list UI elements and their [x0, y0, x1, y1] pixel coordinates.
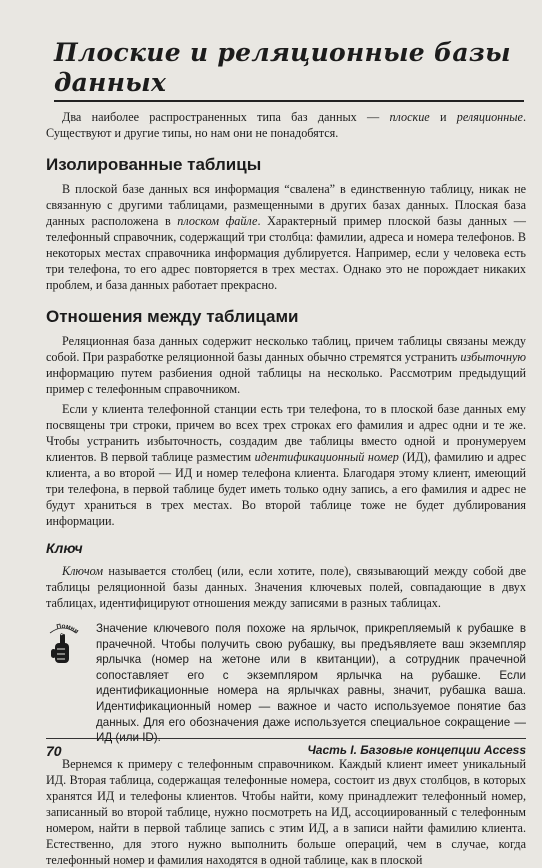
- part-label: Часть I. Базовые концепции Access: [307, 743, 526, 757]
- key-paragraph-1: [46, 563, 526, 611]
- paragraph-text: (ИД), фамилию и адрес клиента, а во второй — ИД и номер телефона клиента. Благодаря этому клиент, имеющий три телефона, в первой таблице будет иметь только одну запись, а его фамилия и адрес не будут храниться в трех местах. Во второй таблице тоже не будет дублирования информации.: [46, 450, 526, 528]
- paragraph-text: Если у клиента телефонной станции есть три телефона, то в плоской базе данных ему посвящены три строки, причем во всех трех строках его фамилия и адрес одни и те же. Чтобы устранить избыточность, создадим две таблицы вместо одной и пронумеруем клиентов. В первой таблице разместим: [46, 402, 526, 464]
- paragraph-text: называется столбец (или, если хотите, поле), связывающий между собой две таблицы реляционной базы данных. Значения ключевых полей, совпадающие в двух таблицах, идентифицируют отношения между записями в разных таблицах.: [46, 564, 526, 610]
- paragraph-text: В плоской базе данных вся информация “свалена” в единственную таблицу, никак не связанную с другими таблицами, размещенными в других базах данных. Плоская база данных расположена в: [46, 182, 526, 228]
- section-heading-key: Ключ: [46, 540, 83, 556]
- section-heading-isolated-tables: Изолированные таблицы: [46, 155, 262, 174]
- intro-text: Два наиболее распространенных типа баз данных —: [62, 110, 390, 124]
- page-footer: [46, 738, 526, 759]
- intro-text: и: [429, 110, 457, 124]
- intro-term-relational: реляционные: [456, 110, 523, 124]
- remember-finger-icon-graphic: [46, 621, 80, 671]
- intro-term-flat: плоские: [389, 110, 430, 124]
- page-number: 70: [46, 743, 62, 759]
- paragraph-text: информацию путем разбиения одной таблицы на несколько. Рассмотрим предыдущий пример с телефонным справочником.: [46, 366, 526, 396]
- intro-text: . Существуют и другие типы, но нам они не понадобятся.: [46, 110, 526, 140]
- remember-note-text: Значение ключевого поля похоже на ярлычок, прикрепляемый к рубашке в прачечной. Чтобы получить свою рубашку, вы предъявляете ваш экземпляр ярлычка (номер на жетоне или в квитанции), а сотрудник прачечной сопоставляет его с экземпляром ярлычка на рубашке. Если идентификационные номера на ярлычках равны, значит, рубашка ваша. Идентификационный номер — важное и часто используемое понятие баз данных. Для его обозначения даже используется специальное сокращение — ИД (или ID).: [96, 622, 526, 745]
- term-key: Ключом: [62, 564, 104, 578]
- key-paragraph-2: Вернемся к примеру с телефонным справочником. Каждый клиент имеет уникальный ИД. Вторая таблица, содержащая телефонные номера, состоит из двух столбцов, в которых хранятся ИД и телефоны клиентов. Чтобы найти, кому принадлежит телефонный номер, записанный во второй таблице, нужно посмотреть на ИД, ассоциированный с телефонным номером, найти в первой таблице запись с этим ИД, а в записи найти фамилию клиента. Естественно, для этого нужно выполнить больше операций, чем в случае, когда телефонный номер и фамилия находятся в одной таблице, как в плоской: [46, 756, 526, 867]
- term-id-number: идентификационный номер: [254, 450, 399, 464]
- term-redundant: избыточную: [460, 350, 526, 364]
- term-flat-file: плоском файле: [177, 214, 258, 228]
- isolated-tables-paragraph: [46, 181, 526, 293]
- paragraph-text: Реляционная база данных содержит несколько таблиц, причем таблицы связаны между собой. При разработке реляционной базы данных обычно стремятся устранить: [46, 334, 526, 364]
- intro-paragraph: [46, 109, 526, 141]
- paragraph-text: . Характерный пример плоской базы данных — телефонный справочник, содержащий три столбца: фамилии, адреса и номера телефонов. В некоторых местах справочника информация дублируется. Например, если у человека есть три телефона, то его адрес повторяется в трех местах. Однако это не порождает никаких проблем, и база данных работает прекрасно.: [46, 214, 526, 292]
- relations-paragraph-1: [46, 333, 526, 397]
- section-heading-table-relations: Отношения между таблицами: [46, 307, 299, 326]
- remember-note: [46, 621, 526, 746]
- remember-finger-icon: [46, 621, 80, 671]
- relations-paragraph-2: [46, 401, 526, 529]
- remember-label: Помни: [55, 622, 80, 636]
- page-title: Плоские и реляционные базы данных: [54, 38, 524, 102]
